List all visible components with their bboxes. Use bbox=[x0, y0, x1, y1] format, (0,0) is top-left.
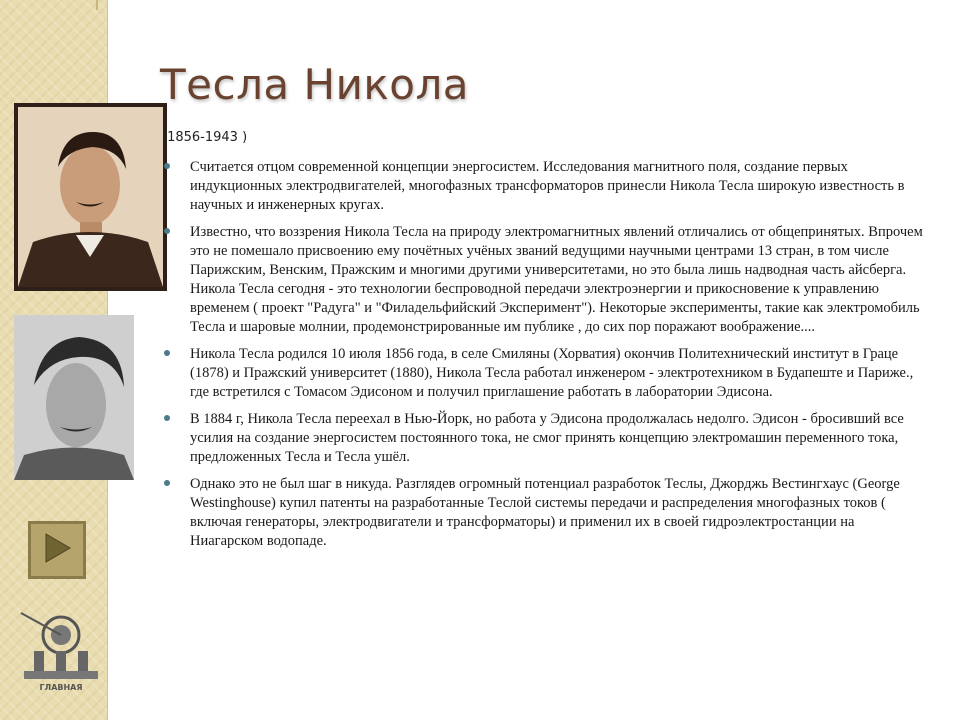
bullet-item bbox=[162, 475, 927, 551]
bullet-icon bbox=[164, 415, 170, 421]
bullet-text: Однако это не был шаг в никуда. Разглядев огромный потенциал разработок Теслы, Джорджь Вестингхаус (George Westinghouse) купил патенты на разработанные Теслой системы передачи и распределения многофазных токов ( включая генераторы, электродвигатели и трансформаторы) и применил их в своей гидроэлектростанции на Ниагарском водопаде. bbox=[190, 476, 900, 549]
portrait-photo-color bbox=[14, 103, 167, 291]
life-dates: (1856-1943 ) bbox=[162, 130, 248, 145]
bullet-text: Никола Тесла родился 10 июля 1856 года, в селе Смиляны (Хорватия) окончив Политехнический институт в Граце (1878) и Пражский университет (1880), Никола Тесла работал инженером - электротехником в Будапеште и Париже., где встретился с Томасом Эдисоном и получил приглашение работать в лаборатории Эдисона. bbox=[190, 346, 914, 400]
portrait-photo-bw bbox=[14, 315, 134, 480]
home-link[interactable] bbox=[16, 603, 106, 698]
bullet-icon bbox=[164, 163, 170, 169]
bullet-icon bbox=[164, 228, 170, 234]
bullet-icon bbox=[164, 350, 170, 356]
home-label: ГЛАВНАЯ bbox=[39, 683, 83, 692]
bullet-text: В 1884 г, Никола Тесла переехал в Нью-Йорк, но работа у Эдисона продолжалась недолго. Эдисон - бросивший все усилия на создание энергосистем постоянного тока, не смог принять концепцию электромашин переменного тока, предложенных Тесла и Тесла ушёл. bbox=[190, 411, 904, 465]
slide-title: Тесла Никола bbox=[160, 60, 470, 109]
decorative-line bbox=[96, 0, 98, 10]
bullet-item bbox=[162, 345, 927, 402]
play-triangle-icon bbox=[42, 532, 72, 569]
next-slide-button[interactable] bbox=[28, 521, 86, 579]
bullet-icon bbox=[164, 480, 170, 486]
bullet-item bbox=[162, 410, 927, 467]
bullet-list bbox=[162, 158, 927, 559]
bullet-item bbox=[162, 223, 927, 337]
bullet-text: Известно, что воззрения Никола Тесла на природу электромагнитных явлений отличались от общепринятых. Впрочем это не помешало присвоению ему почётных учёных званий ведущими научными центрами 13 стран, в том числе Парижским, Венским, Пражским и многими другими университетами, но это была лишь надводная часть айсберга. Никола Тесла сегодня - это технологии беспроводной передачи электроэнергии и прикосновение к управлению временем ( проект "Радуга" и "Филадельфийский Эксперимент"). Некоторые эксперименты, такие как электромобиль Тесла и шаровые молнии, продемонстрированные им публике , до сих пор поражают воображение.... bbox=[190, 224, 923, 335]
bullet-item bbox=[162, 158, 927, 215]
bullet-text: Считается отцом современной концепции энергосистем. Исследования магнитного поля, создание первых индукционных электродвигателей, многофазных трансформаторов принесли Никола Тесла широкую известность в научных и инженерных кругах. bbox=[190, 159, 905, 213]
